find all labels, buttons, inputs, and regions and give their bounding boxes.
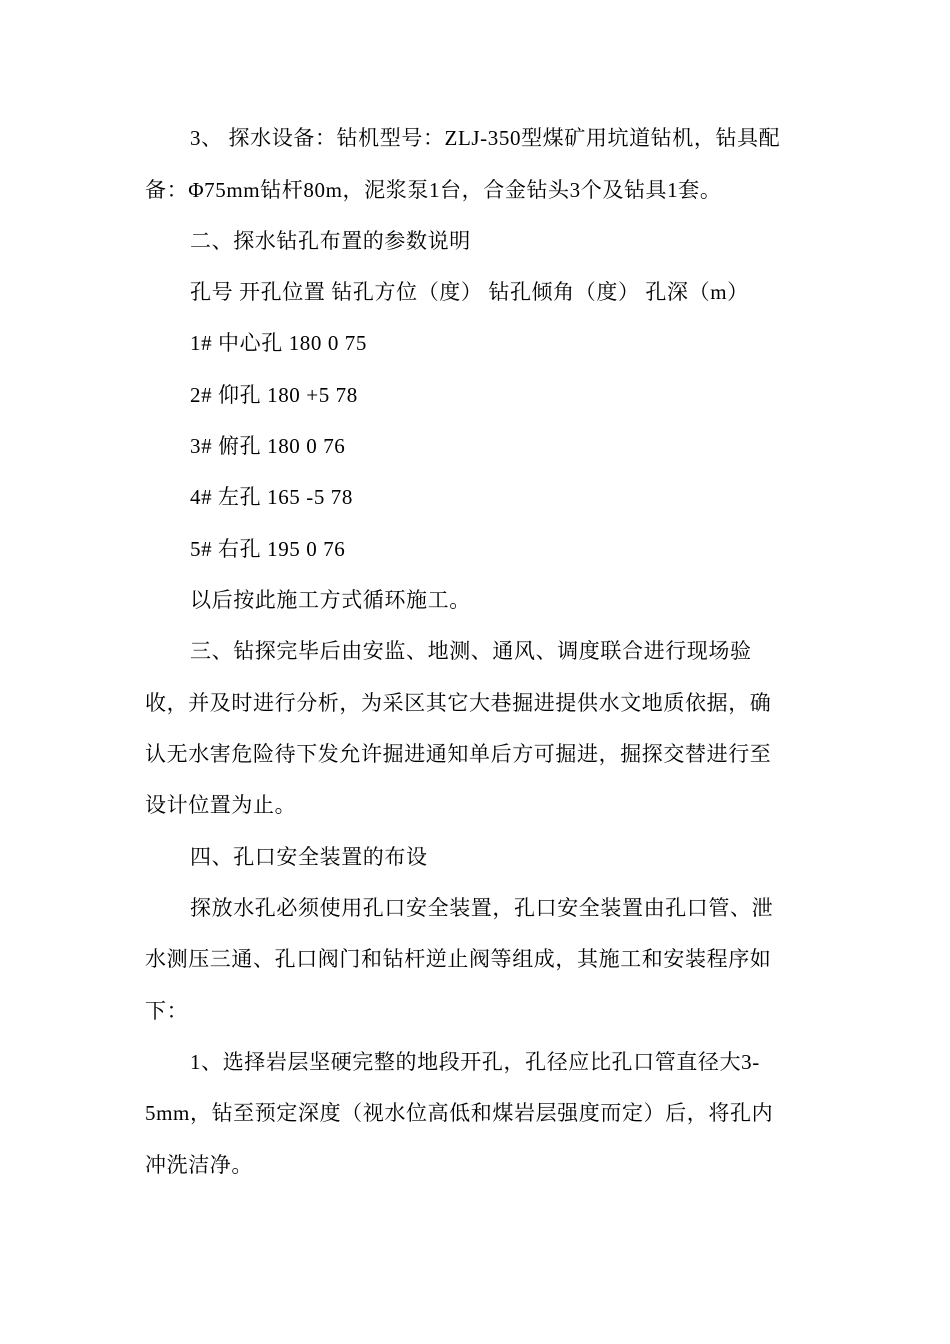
step-1-line-3: 冲洗洁净。 [145, 1153, 253, 1177]
hole-row-4: 4# 左孔 165 -5 78 [190, 485, 353, 509]
section-3-line-2: 收，并及时进行分析，为采区其它大巷掘进提供水文地质依据，确 [145, 691, 772, 715]
hole-row-2: 2# 仰孔 180 +5 78 [190, 383, 358, 407]
section-3-line-4: 设计位置为止。 [145, 793, 297, 817]
hole-row-3: 3# 俯孔 180 0 76 [190, 434, 346, 458]
equipment-line-2: 备：Φ75mm钻杆80m，泥浆泵1台，合金钻头3个及钻具1套。 [145, 178, 722, 202]
section-4-line-2: 水测压三通、孔口阀门和钻杆逆止阀等组成，其施工和安装程序如 [145, 947, 772, 971]
hole-row-5: 5# 右孔 195 0 76 [190, 537, 346, 561]
section-3-line-3: 认无水害危险待下发允许掘进通知单后方可掘进，掘探交替进行至 [145, 742, 772, 766]
equipment-line-1: 3、 探水设备：钻机型号：ZLJ-350型煤矿用坑道钻机，钻具配 [190, 126, 781, 150]
section-heading-2: 二、探水钻孔布置的参数说明 [190, 229, 471, 253]
hole-row-1: 1# 中心孔 180 0 75 [190, 331, 367, 355]
section-3-line-1: 三、钻探完毕后由安监、地测、通风、调度联合进行现场验 [190, 639, 752, 663]
section-4-line-3: 下： [145, 999, 189, 1023]
table-header-line: 孔号 开孔位置 钻孔方位（度） 钻孔倾角（度） 孔深（m） [190, 280, 749, 304]
cycle-note: 以后按此施工方式循环施工。 [190, 588, 471, 612]
section-4-line-1: 探放水孔必须使用孔口安全装置，孔口安全装置由孔口管、泄 [190, 896, 774, 920]
step-1-line-1: 1、选择岩层坚硬完整的地段开孔，孔径应比孔口管直径大3- [190, 1050, 760, 1074]
section-heading-4: 四、孔口安全装置的布设 [190, 845, 428, 869]
step-1-line-2: 5mm，钻至预定深度（视水位高低和煤岩层强度而定）后，将孔内 [145, 1101, 774, 1125]
